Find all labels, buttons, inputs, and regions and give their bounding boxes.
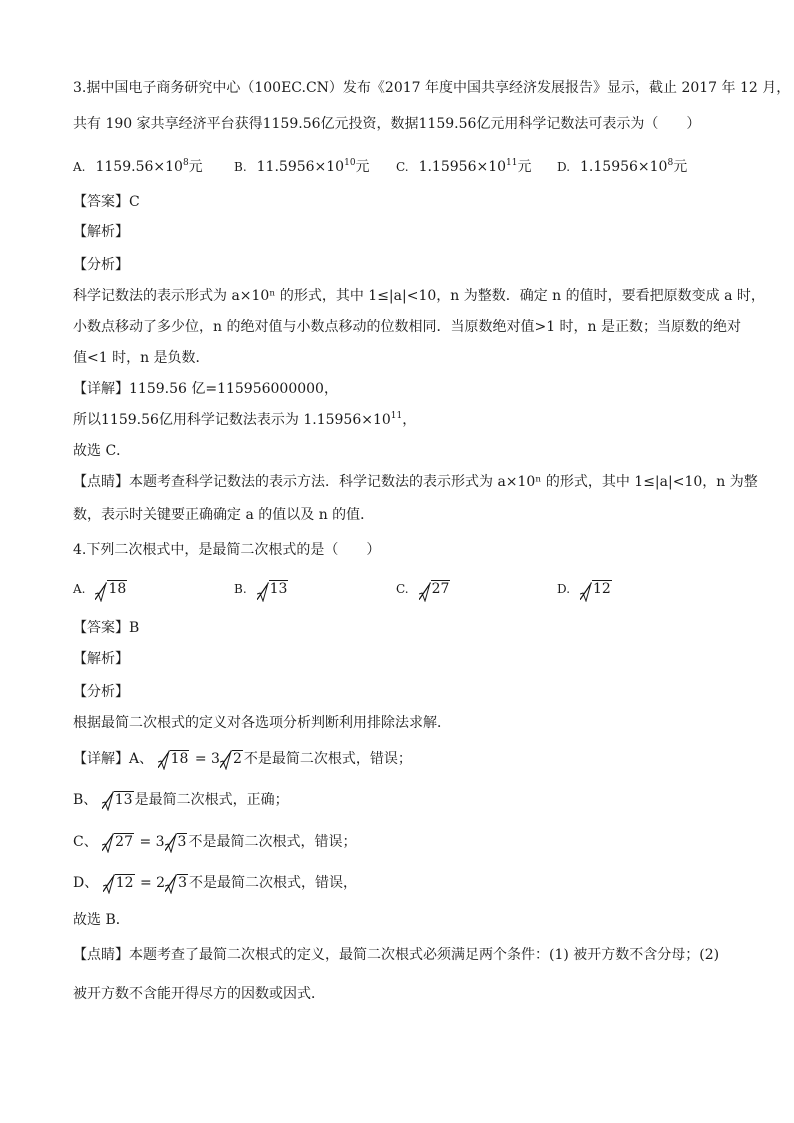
q4-detail-a: 【详解】A、 18 = 3 2 不是最简二次根式，错误； bbox=[73, 751, 412, 767]
q3-jiexi-tag: 【解析】 bbox=[73, 224, 129, 240]
xiangjie-tag: 【详解】 bbox=[73, 381, 129, 397]
q3-option-d: D. $1.15956\times 10^8$元 bbox=[557, 158, 688, 175]
sqrt-icon: 13 bbox=[102, 790, 134, 810]
q4-fenxi-tag: 【分析】 bbox=[73, 684, 129, 700]
sqrt-icon: 12 bbox=[103, 873, 135, 893]
q4-guxuan: 故选 B． bbox=[73, 912, 130, 928]
q3-xiangjie: 【详解】1159.56 亿=115956000000， bbox=[73, 381, 338, 397]
q4-detail-b: B、 13 是最简二次根式，正确； bbox=[73, 792, 289, 808]
q3-xiangjie-line2: 所以1159.56亿用科学记数法表示为 $1.15956\times 10^{11}$， bbox=[73, 411, 417, 428]
q3-option-a: A. $1159.56\times 10^8$元 bbox=[73, 158, 203, 175]
q4-option-a: A. 18 bbox=[73, 581, 128, 597]
q4-dianjing-line2: 被开方数不含能开得尽方的因数或因式． bbox=[73, 986, 325, 1002]
sqrt-icon: 12 bbox=[580, 581, 612, 597]
dianjing-tag: 【点睛】 bbox=[73, 947, 129, 963]
q3-fenxi-line2: 小数点移动了多少位，n 的绝对值与小数点移动的位数相同．当原数绝对值>1 时，n 是正数；当原数的绝对 bbox=[73, 319, 742, 335]
sqrt-icon: 2 bbox=[220, 749, 243, 769]
q4-answer bbox=[73, 618, 724, 638]
sqrt-icon: 18 bbox=[95, 581, 127, 597]
answer-value: B bbox=[129, 620, 140, 636]
q3-stem-line1: 3.据中国电子商务研究中心（100EC.CN）发布《2017 年度中国共享经济发展报告》显示，截止 2017 年 12 月， bbox=[73, 80, 791, 96]
answer-tag: 【答案】 bbox=[73, 194, 129, 210]
q4-option-d: D. 12 bbox=[557, 581, 613, 597]
q3-dianjing-line1: 【点睛】本题考查科学记数法的表示方法．科学记数法的表示形式为 a×10ⁿ 的形式，其中 1≤|a|<10，n 为整 bbox=[73, 474, 758, 490]
q3-fenxi-tag: 【分析】 bbox=[73, 257, 129, 273]
sqrt-icon: 3 bbox=[165, 873, 188, 893]
q4-option-c: C. 27 bbox=[396, 581, 451, 597]
q4-jiexi-tag: 【解析】 bbox=[73, 651, 129, 667]
q4-option-b: B. 13 bbox=[234, 581, 289, 597]
q3-fenxi-line3: 值<1 时，n 是负数． bbox=[73, 350, 210, 366]
q3-stem-line2: 共有 190 家共享经济平台获得1159.56亿元投资，数据1159.56亿元用科学记数法可表示为（ ） bbox=[73, 116, 701, 132]
answer-tag: 【答案】 bbox=[73, 620, 129, 636]
sqrt-icon: 27 bbox=[419, 581, 451, 597]
q3-fenxi-line1: 科学记数法的表示形式为 a×10ⁿ 的形式，其中 1≤|a|<10，n 为整数．确定 n 的值时，要看把原数变成 a 时， bbox=[73, 288, 765, 304]
q4-dianjing-line1: 【点睛】本题考查了最简二次根式的定义，最简二次根式必须满足两个条件：(1) 被开方数不含分母；(2) bbox=[73, 947, 720, 963]
dianjing-tag: 【点睛】 bbox=[73, 474, 129, 490]
sqrt-icon: 27 bbox=[102, 832, 134, 852]
q3-option-b: B. $11.5956\times 10^{10}$元 bbox=[234, 158, 370, 175]
xiangjie-tag: 【详解】 bbox=[73, 751, 129, 767]
q4-stem: 4.下列二次根式中，是最简二次根式的是（ ） bbox=[73, 542, 381, 558]
q3-dianjing-line2: 数，表示时关键要正确确定 a 的值以及 n 的值． bbox=[73, 507, 375, 523]
answer-value: C bbox=[129, 194, 140, 210]
q4-detail-d: D、 12 = 2 3 不是最简二次根式，错误， bbox=[73, 875, 357, 891]
sqrt-icon: 13 bbox=[257, 581, 289, 597]
sqrt-icon: 18 bbox=[158, 749, 190, 769]
q3-answer bbox=[73, 192, 724, 212]
q4-detail-c: C、 27 = 3 3 不是最简二次根式，错误； bbox=[73, 834, 357, 850]
q3-option-c: C. $1.15956\times 10^{11}$元 bbox=[396, 158, 532, 175]
q3-guxuan: 故选 C． bbox=[73, 443, 131, 459]
q4-fenxi-line1: 根据最简二次根式的定义对各选项分析判断利用排除法求解． bbox=[73, 715, 451, 731]
sqrt-icon: 3 bbox=[165, 832, 188, 852]
